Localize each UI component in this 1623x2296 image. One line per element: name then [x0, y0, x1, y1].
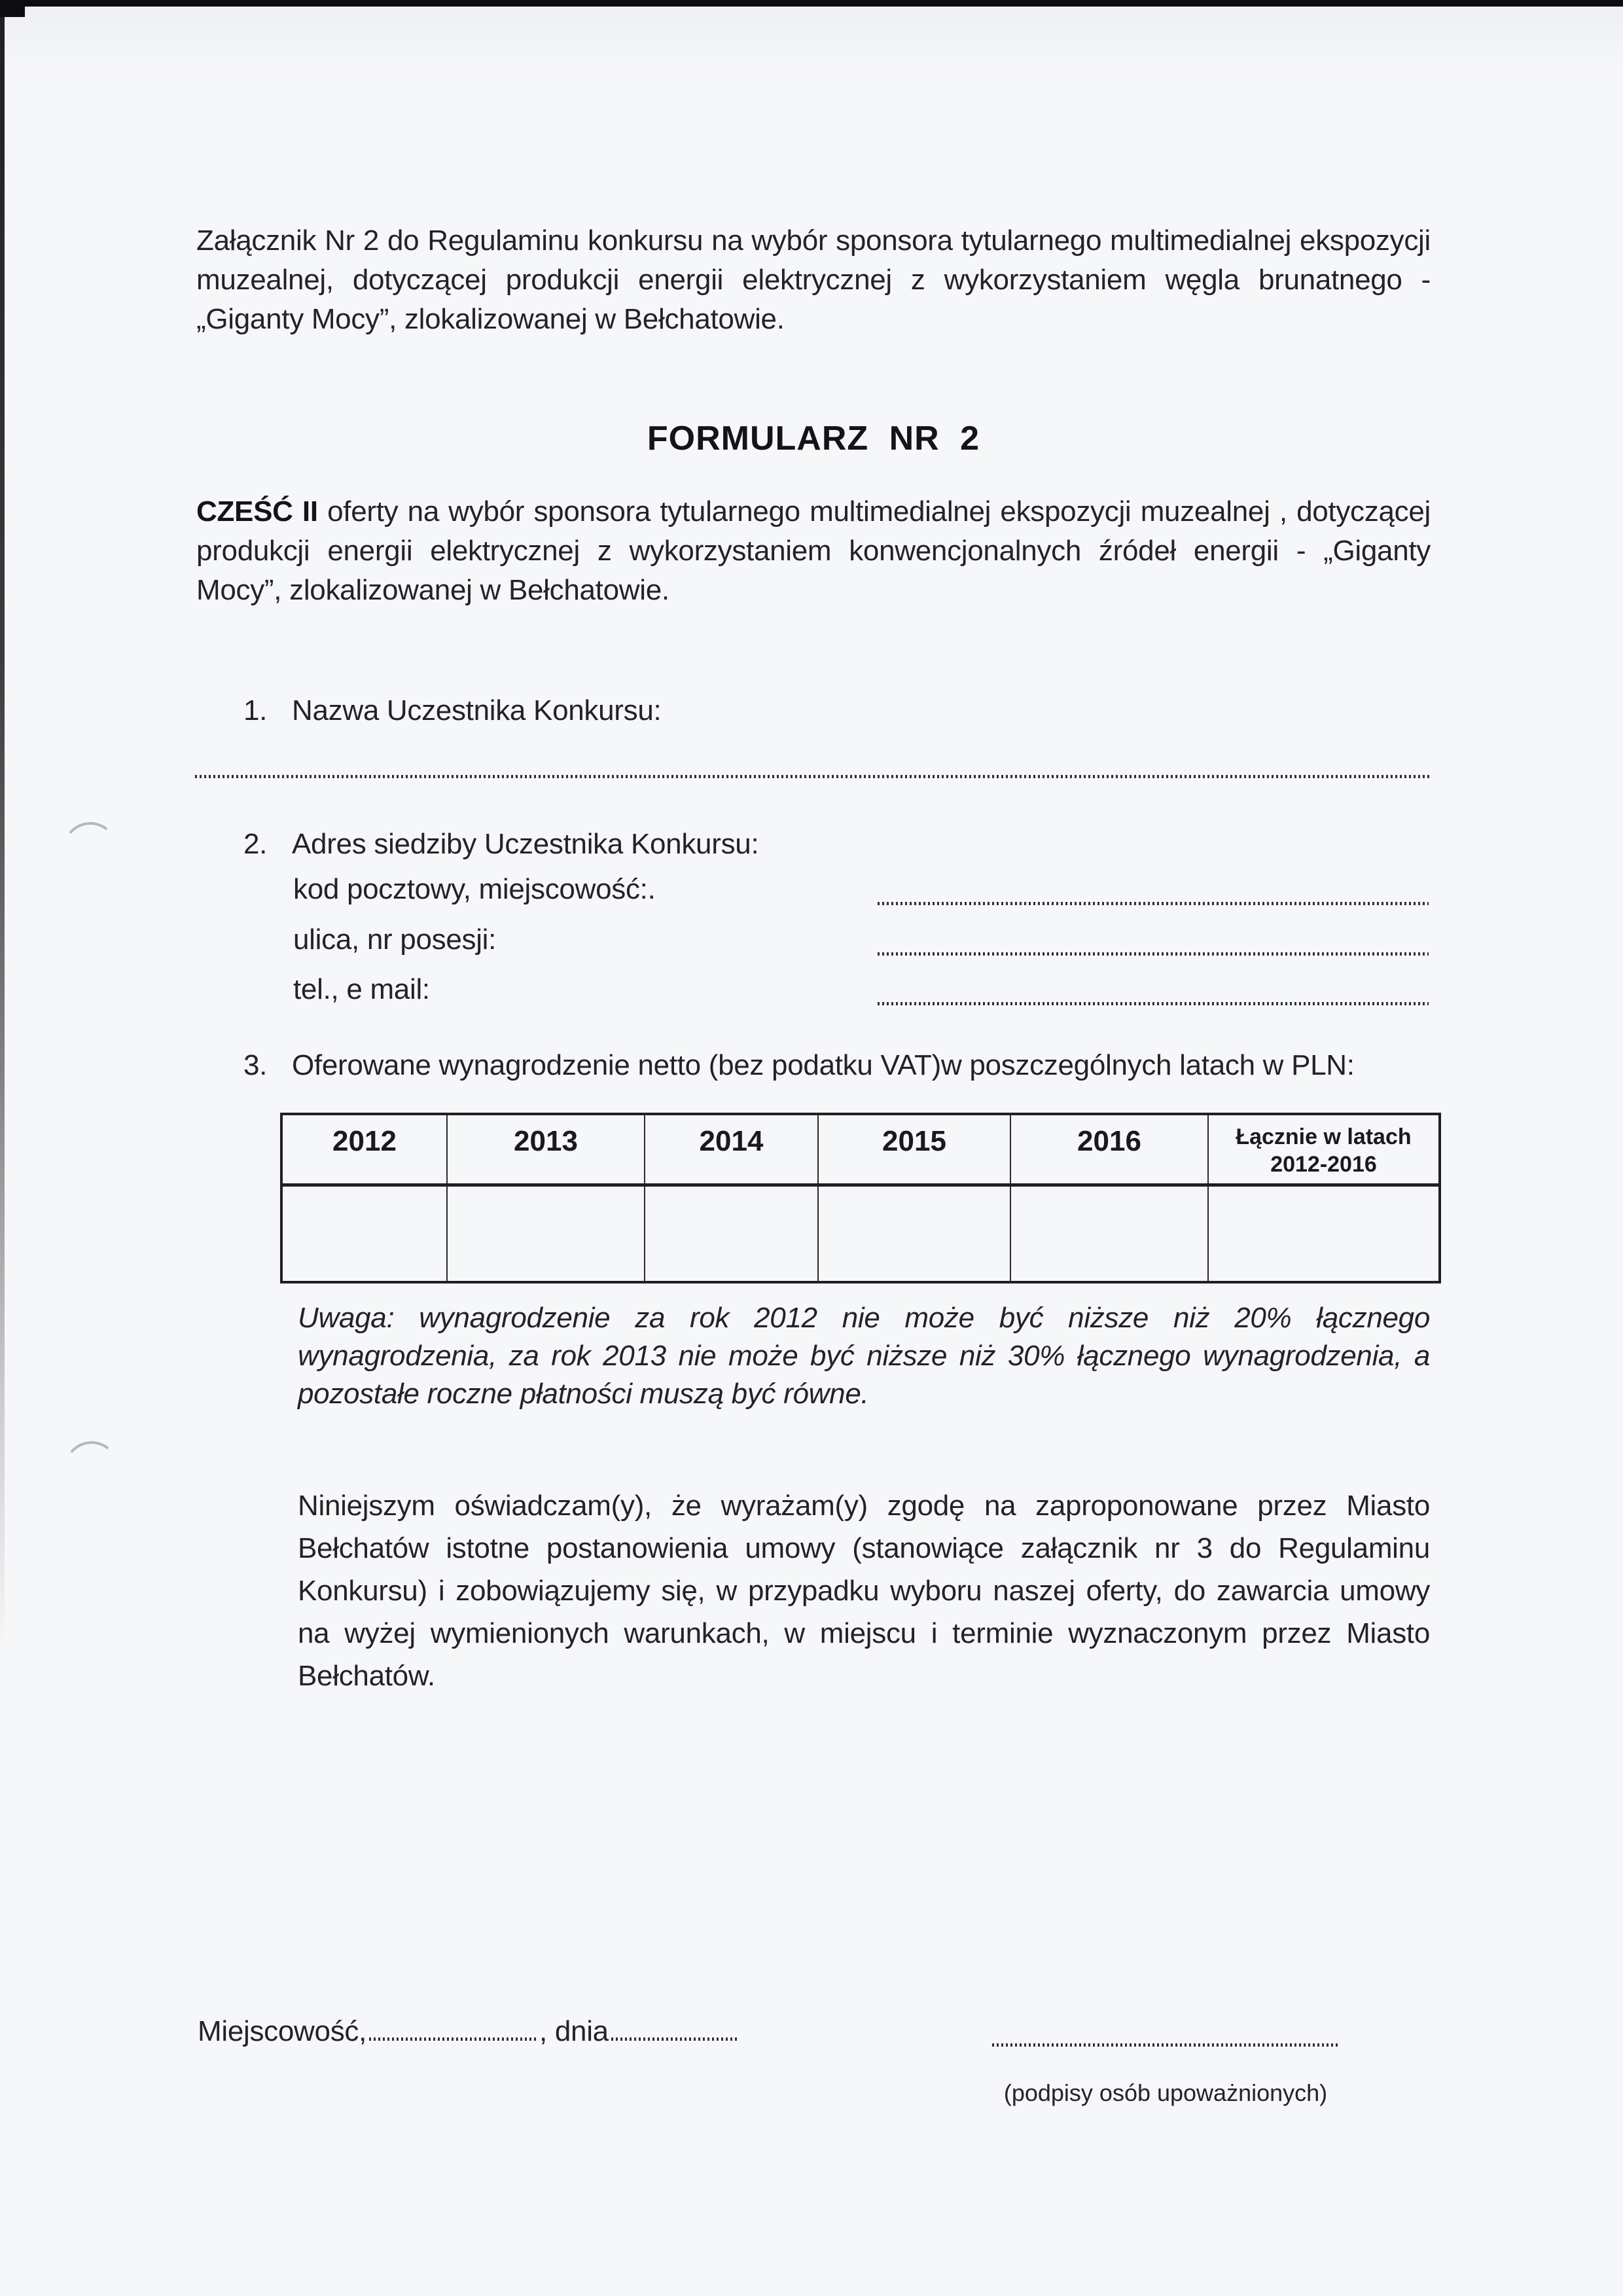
item-label: Adres siedziby Uczestnika Konkursu:: [292, 828, 759, 860]
declaration-paragraph: Niniejszym oświadczam(y), że wyrażam(y) zgodę na zaproponowane przez Miasto Bełchatów istotne postanowienia umowy (stanowiące załącznik nr 3 do Regulaminu Konkursu) i zobowiązujemy się, w przypadku wyboru naszej oferty, do zawarcia umowy na wyżej wymienionych warunkach, w miejscu i terminie wyznaczonym przez Miasto Bełchatów.: [298, 1490, 1430, 1692]
scan-edge-top: [0, 0, 1623, 7]
table-header-row: [281, 1114, 1440, 1185]
part-heading: [196, 492, 1431, 610]
table-header-total-line2: 2012-2016: [1270, 1152, 1377, 1177]
table-header-2012: 2012: [281, 1114, 447, 1185]
field-label-postal-city: kod pocztowy, miejscowość:.: [293, 873, 656, 905]
part-heading-text: oferty na wybór sponsora tytularnego multimedialnej ekspozycji muzealnej , dotyczącej produkcji energii elektrycznej z wykorzystaniem konwencjonalnych źródeł energii - „Giganty Mocy”, zlokalizowanej w Bełchatowie.: [196, 495, 1431, 606]
amount-cell-2013[interactable]: [447, 1185, 645, 1282]
remuneration-table: [280, 1113, 1441, 1283]
table-header-total-line1: Łącznie w latach: [1236, 1124, 1412, 1149]
item-number: 3.: [243, 1049, 268, 1081]
phone-email-blank-line[interactable]: [878, 1002, 1429, 1005]
table-row: [281, 1185, 1440, 1282]
item-number: 1.: [243, 694, 268, 726]
hole-punch-mark-top: [60, 819, 120, 880]
table-header-2016: 2016: [1010, 1114, 1208, 1185]
amount-cell-2015[interactable]: [818, 1185, 1010, 1282]
table-header-2015: 2015: [818, 1114, 1010, 1185]
amount-cell-2014[interactable]: [645, 1185, 818, 1282]
list-item-participant-name: [243, 692, 661, 729]
form-title: FORMULARZ NR 2: [647, 420, 980, 457]
participant-name-blank-line[interactable]: [195, 775, 1429, 778]
item-number: 2.: [243, 828, 268, 860]
amount-cell-total[interactable]: [1208, 1185, 1440, 1282]
date-label: , dnia: [539, 2015, 609, 2047]
date-blank-line[interactable]: [611, 2037, 737, 2041]
field-label-phone-email: tel., e mail:: [293, 973, 430, 1005]
place-label: Miejscowość,: [198, 2015, 367, 2047]
street-number-blank-line[interactable]: [878, 952, 1429, 956]
list-item-remuneration: [243, 1047, 1355, 1084]
item-label: Oferowane wynagrodzenie netto (bez podatku VAT)w poszczególnych latach w PLN:: [292, 1049, 1355, 1081]
amount-cell-2016[interactable]: [1010, 1185, 1208, 1282]
table-header-2014: 2014: [645, 1114, 818, 1185]
table-header-2013: 2013: [447, 1114, 645, 1185]
note-paragraph: Uwaga: wynagrodzenie za rok 2012 nie może być niższe niż 20% łącznego wynagrodzenia, za rok 2013 nie może być niższe niż 30% łącznego wynagrodzenia, a pozostałe roczne płatności muszą być równe.: [298, 1302, 1430, 1410]
field-label-street-number: ulica, nr posesji:: [293, 924, 497, 956]
amount-cell-2012[interactable]: [281, 1185, 447, 1282]
place-blank-line[interactable]: [369, 2037, 537, 2041]
list-item-address: [243, 826, 758, 863]
signature-caption: (podpisy osób upoważnionych): [1003, 2079, 1328, 2106]
table-header-total: [1208, 1114, 1440, 1185]
part-heading-number: CZEŚĆ II: [196, 495, 318, 528]
item-label: Nazwa Uczestnika Konkursu:: [292, 694, 662, 726]
postal-city-blank-line[interactable]: [878, 902, 1429, 905]
place-date-line: [198, 2015, 740, 2049]
signature-blank-line[interactable]: [992, 2043, 1339, 2047]
scan-edge-left: [0, 0, 5, 1649]
hole-punch-mark-bottom: [62, 1439, 122, 1499]
attachment-note-paragraph: Załącznik Nr 2 do Regulaminu konkursu na wybór sponsora tytularnego multimedialnej ekspozycji muzealnej, dotyczącej produkcji energii elektrycznej z wykorzystaniem węgla brunatnego - „Giganty Mocy”, zlokalizowanej w Bełchatowie.: [196, 224, 1431, 335]
